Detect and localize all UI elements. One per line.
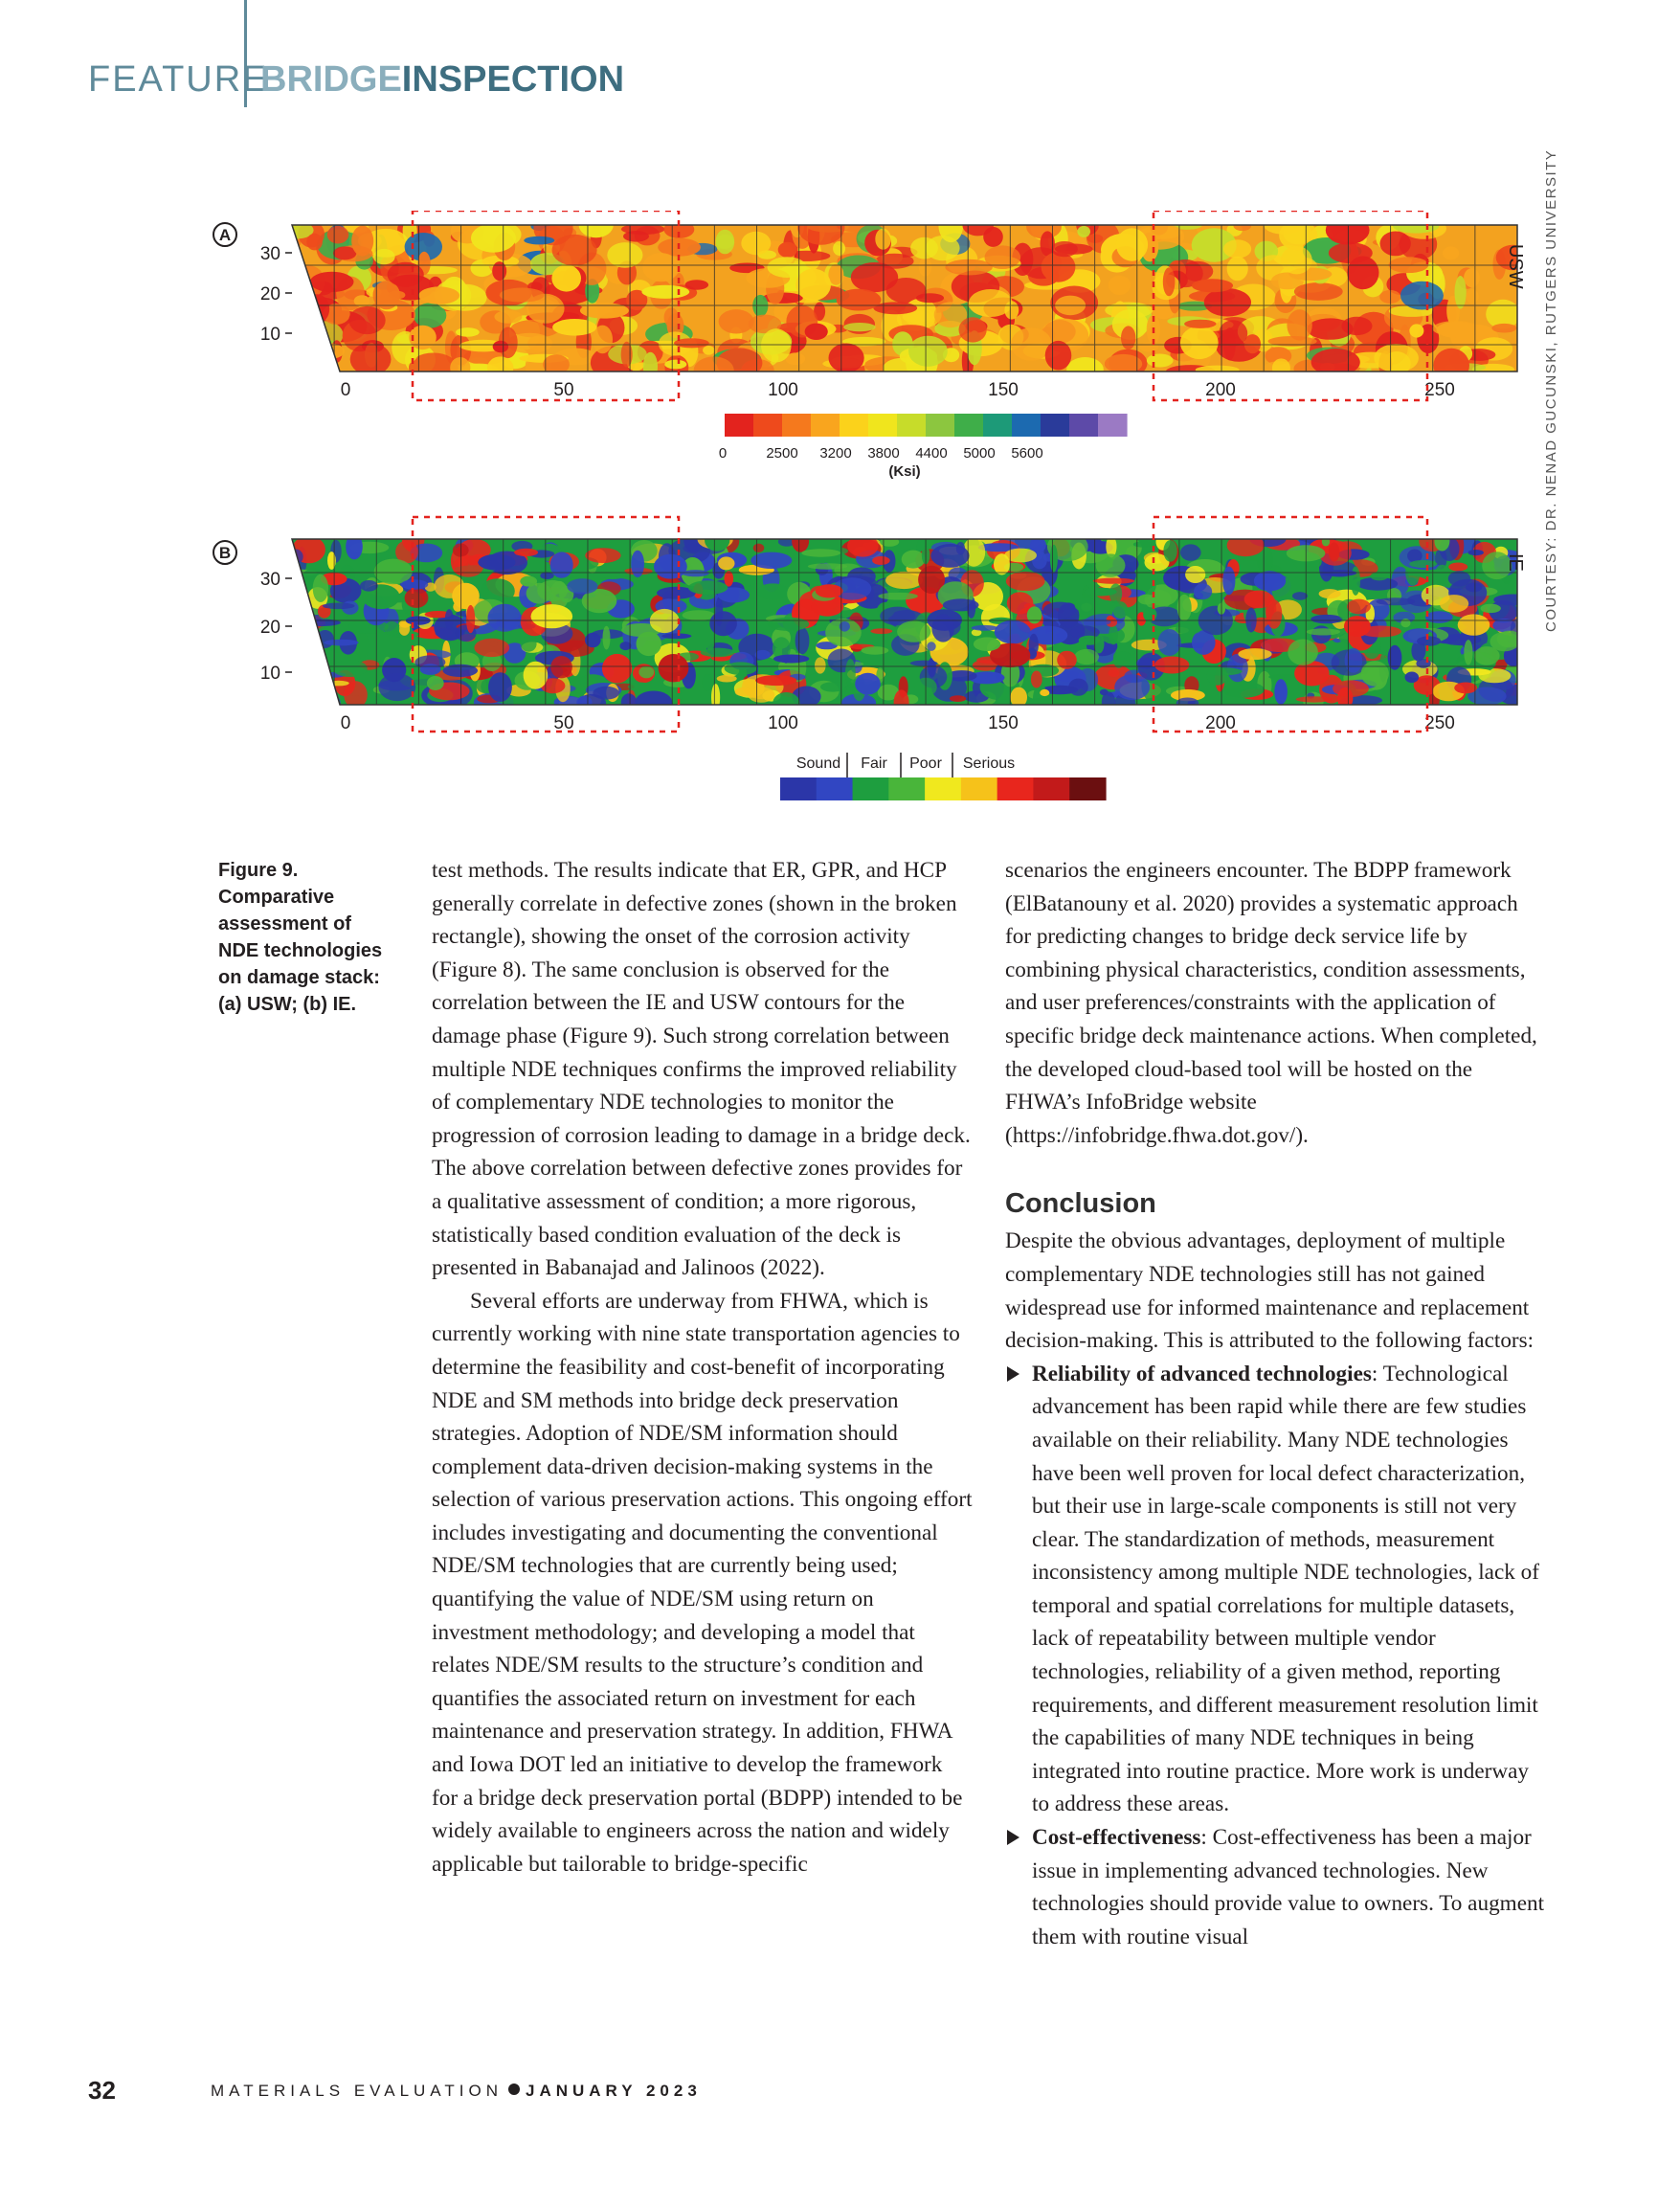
colorbar-segment xyxy=(840,414,869,437)
legend-label: Sound xyxy=(795,755,841,772)
panel-a-x-axis xyxy=(341,380,1455,400)
x-tick-label: 50 xyxy=(553,380,574,400)
issue-date: JANUARY 2023 xyxy=(526,2082,702,2100)
x-tick-label: 50 xyxy=(553,713,574,733)
legend-label: Fair xyxy=(861,755,887,772)
colorbar-segment xyxy=(954,414,984,437)
colorbar-tick-label: 3800 xyxy=(867,445,900,462)
bullet-text: Cost-effectiveness has been a major issue in implementing advanced technologies. New technologies should provide value to owners. To augment them with routine visual xyxy=(1032,1825,1545,1949)
bullet-text: Technological advancement has been rapid while there are few studies available on their reliability. Many NDE technologies have been well proven for local defect characterization, but their use in large-scale components is still not very clear. The standardization of methods, measurement inconsistency among multiple NDE technologies, lack of temporal and spatial correlations for multiple datasets, lack of repeatability between multiple vendor technologies, reliability of a given method, reporting requirements, and different measurement resolution limit the capabilities of many NDE techniques in being integrated into routine practice. More work is underway to address these areas. xyxy=(1032,1361,1539,1817)
section-heading-conclusion: Conclusion xyxy=(1005,1188,1156,1220)
bullet-cost-effectiveness: Cost-effectiveness: Cost-effectiveness has been a major issue in implementing advanced technologies. New technologies should provide value to owners. To augment them with routine visual xyxy=(1005,1821,1548,1953)
x-tick-label: 150 xyxy=(988,713,1019,733)
colorbar-unit: (Ksi) xyxy=(888,463,921,480)
legend-segment xyxy=(853,777,889,800)
x-tick-label: 150 xyxy=(988,380,1019,400)
colorbar-segment xyxy=(868,414,898,437)
panel-a-tag: USW xyxy=(1505,244,1526,289)
figure-9 xyxy=(196,211,1556,814)
y-tick-label: 20 xyxy=(259,618,280,638)
x-tick-label: 0 xyxy=(340,713,351,733)
colorbar-segment xyxy=(1098,414,1128,437)
legend-segment xyxy=(961,777,997,800)
x-tick-label: 100 xyxy=(768,713,798,733)
legend-label: Poor xyxy=(909,755,942,772)
colorbar-tick-label: 0 xyxy=(718,445,728,462)
photo-credit-text: COURTESY: DR. NENAD GUCUNSKI, RUTGERS UNIVERSITY xyxy=(1543,148,1559,632)
running-footer xyxy=(211,2082,702,2101)
colorbar-tick-label: 5600 xyxy=(1011,445,1043,462)
y-tick-label: 30 xyxy=(259,244,280,264)
paragraph: Several efforts are underway from FHWA, which is currently working with nine state transportation agencies to determine the feasibility and cost-benefit of incorporating NDE and SM methods into bridge deck preservation strategies. Adoption of NDE/SM information should complement data-driven decision-making systems in the selection of various preservation actions. This ongoing effort includes investigating and documenting the conventional NDE/SM technologies that are currently being used; quantifying the value of NDE/SM using return on investment methodology; and developing a model that relates NDE/SM results to the structure’s condition and quantifies the associated return on investment for each maintenance and preservation strategy. In addition, FHWA and Iowa DOT led an initiative to develop the framework for a bridge deck preservation portal (BDPP) intended to be widely available to engineers across the nation and widely applicable but tailorable to bridge-specific xyxy=(432,1288,973,1877)
colorbar-segment xyxy=(725,414,754,437)
colorbar-segment xyxy=(926,414,955,437)
ie-contour-map xyxy=(273,527,1536,717)
colorbar-segment xyxy=(1069,414,1099,437)
ie-condition-legend xyxy=(780,753,1107,800)
bullet-title: Reliability of advanced technologies xyxy=(1032,1361,1372,1386)
colorbar-tick-label: 5000 xyxy=(963,445,996,462)
bullet-dot-icon xyxy=(508,2084,520,2095)
panel-b-y-axis xyxy=(260,570,292,684)
usw-colorbar xyxy=(719,414,1128,462)
page-number: 32 xyxy=(88,2076,116,2105)
section-topic xyxy=(260,59,624,101)
colorbar-segment xyxy=(753,414,783,437)
topic-part-bridge: BRIDGE xyxy=(260,59,402,100)
colorbar-tick-label: 4400 xyxy=(915,445,948,462)
colorbar-segment xyxy=(897,414,927,437)
text-column-1 xyxy=(432,854,973,1881)
panel-b-tag: IE xyxy=(1505,553,1526,572)
panel-a-y-axis xyxy=(260,244,292,345)
panel-b-label: B xyxy=(218,544,232,562)
section-label: FEATURE xyxy=(88,59,269,100)
bullet-title: Cost-effectiveness xyxy=(1032,1825,1201,1851)
paragraph: Despite the obvious advantages, deployment of multiple complementary NDE technologies still has not gained widespread use for informed maintenance and replacement decision-making. This is attributed to the following factors: xyxy=(1005,1228,1534,1354)
x-tick-label: 250 xyxy=(1424,380,1455,400)
x-tick-label: 200 xyxy=(1205,380,1236,400)
colorbar-segment xyxy=(1012,414,1042,437)
y-tick-label: 30 xyxy=(259,570,280,590)
paragraph: scenarios the engineers encounter. The BDPP framework (ElBatanouny et al. 2020) provides a systematic approach for predicting changes to bridge deck service life by combining physical characteristics, condition assessments, and user preferences/constraints with the application of specific bridge deck maintenance actions. When completed, the developed cloud-based tool will be hosted on the FHWA’s InfoBridge website (https://infobridge.fhwa.dot.gov/). xyxy=(1005,858,1537,1148)
colorbar-tick-label: 2500 xyxy=(766,445,798,462)
topic-part-inspection: INSPECTION xyxy=(401,59,625,100)
panel-a-label: A xyxy=(218,226,232,244)
y-tick-label: 20 xyxy=(259,284,280,304)
colorbar-segment xyxy=(811,414,840,437)
legend-label: Serious xyxy=(962,755,1016,772)
x-tick-label: 0 xyxy=(340,380,351,400)
x-tick-label: 250 xyxy=(1424,713,1455,733)
legend-segment xyxy=(925,777,961,800)
legend-segment xyxy=(1033,777,1069,800)
bullet-reliability: Reliability of advanced technologies: Technological advancement has been rapid while there are few studies available on their reliability. Many NDE technologies have been well proven for local defect characterization, but their use in large-scale components is still not very clear. The standardization of methods, measurement inconsistency among multiple NDE technologies, lack of temporal and spatial correlations for multiple datasets, lack of repeatability between multiple vendor technologies, reliability of a given method, reporting requirements, and different measurement resolution limit the capabilities of many NDE techniques in being integrated into routine practice. More work is underway to address these areas. xyxy=(1005,1358,1548,1821)
journal-name: MATERIALS EVALUATION xyxy=(211,2082,503,2100)
legend-segment xyxy=(1069,777,1106,800)
panel-a xyxy=(213,211,1530,480)
paragraph: test methods. The results indicate that ER, GPR, and HCP generally correlate in defective zones (shown in the broken rectangle), showing the onset of the corrosion activity (Figure 8). The same conclusion is observed for the correlation between the IE and USW contours for the damage phase (Figure 9). Such strong correlation between multiple NDE techniques confirms the improved reliability of complementary NDE technologies to monitor the progression of corrosion leading to damage in a bridge deck. The above correlation between defective zones provides for a qualitative assessment of condition; a more rigorous, statistically based condition evaluation of the deck is presented in Babanajad and Jalinoos (2022). xyxy=(432,858,971,1281)
legend-segment xyxy=(817,777,853,800)
colorbar-tick-label: 3200 xyxy=(819,445,852,462)
colorbar-segment xyxy=(1041,414,1070,437)
x-tick-label: 200 xyxy=(1205,713,1236,733)
colorbar-segment xyxy=(983,414,1013,437)
triangle-bullet-icon xyxy=(1007,1830,1019,1845)
y-tick-label: 10 xyxy=(259,325,280,345)
colorbar-segment xyxy=(782,414,812,437)
y-tick-label: 10 xyxy=(259,664,280,684)
text-column-2 xyxy=(1005,854,1548,1953)
legend-segment xyxy=(780,777,817,800)
legend-segment xyxy=(888,777,925,800)
triangle-bullet-icon xyxy=(1007,1366,1019,1382)
figure-caption: Figure 9. Comparative assessment of NDE technologies on damage stack: (a) USW; (b) IE. xyxy=(218,860,383,1015)
panel-b-x-axis xyxy=(341,713,1455,733)
x-tick-label: 100 xyxy=(768,380,798,400)
legend-segment xyxy=(997,777,1034,800)
